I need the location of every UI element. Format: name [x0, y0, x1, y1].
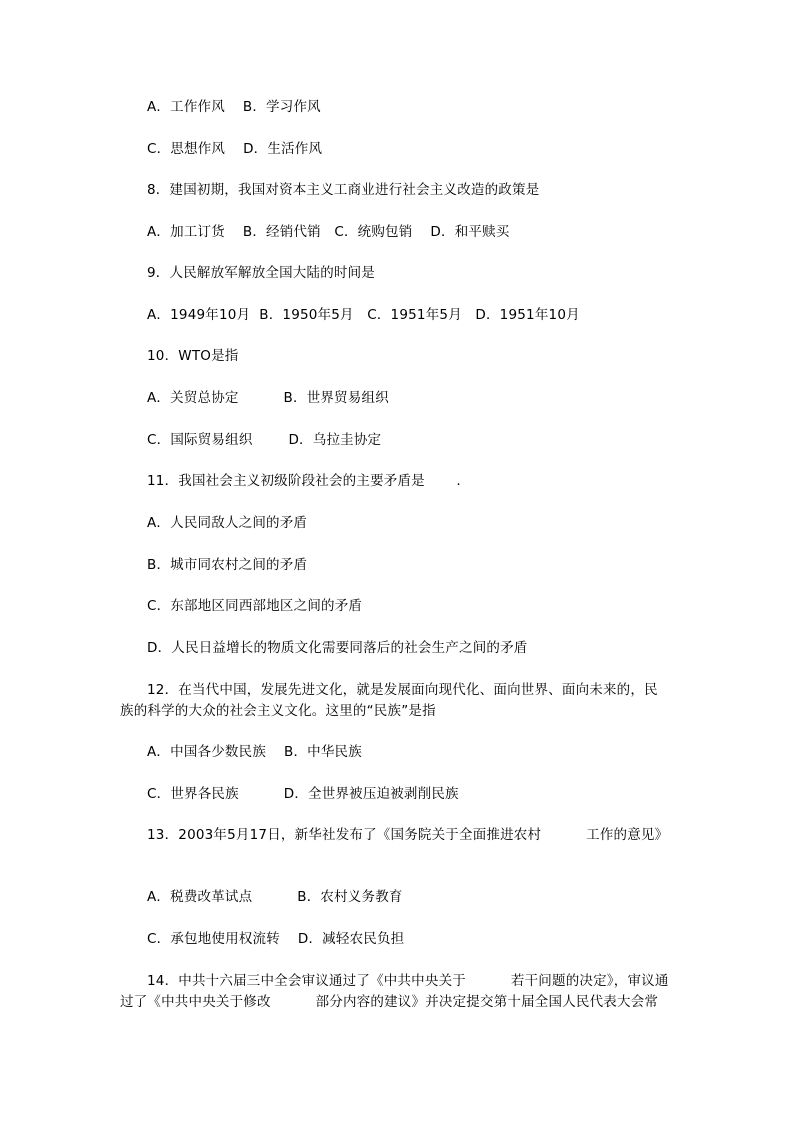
- q9-question: 9．人民解放军解放全国大陆的时间是: [147, 265, 375, 281]
- q11-question: 11．我国社会主义初级阶段社会的主要矛盾是 .: [147, 473, 461, 489]
- q12-question-line1: 12．在当代中国，发展先进文化，就是发展面向现代化、面向世界、面向未来的，民: [147, 682, 658, 698]
- q13-options-ab: A．税费改革试点 B．农村义务教育: [147, 889, 403, 905]
- q10-options-ab: A．关贸总协定 B．世界贸易组织: [147, 390, 389, 406]
- q7-options-ab: A．工作作风 B．学习作风: [147, 99, 321, 115]
- q13-question: 13．2003年5月17日，新华社发布了《国务院关于全面推进农村 工作的意见》: [147, 827, 669, 843]
- q11-option-b: B．城市同农村之间的矛盾: [147, 557, 308, 573]
- q13-options-cd: C．承包地使用权流转 D．减轻农民负担: [147, 931, 405, 947]
- q10-question: 10．WTO是指: [147, 348, 239, 364]
- q7-options-cd: C．思想作风 D．生活作风: [147, 141, 323, 157]
- q12-options-ab: A．中国各少数民族 B．中华民族: [147, 744, 362, 760]
- q14-question-line1: 14．中共十六届三中全会审议通过了《中共中央关于 若干问题的决定》，审议通: [147, 973, 669, 989]
- q12-question-line2: 族的科学的大众的社会主义文化。这里的“民族”是指: [120, 703, 436, 719]
- q14-question-line2: 过了《中共中央关于修改 部分内容的建议》并决定提交第十届全国人民代表大会常: [120, 994, 659, 1010]
- q9-options: A．1949年10月 B．1950年5月 C．1951年5月 D．1951年10月: [147, 307, 580, 323]
- q8-question: 8．建国初期，我国对资本主义工商业进行社会主义改造的政策是: [147, 182, 540, 198]
- q10-options-cd: C．国际贸易组织 D．乌拉圭协定: [147, 432, 382, 448]
- q11-option-c: C．东部地区同西部地区之间的矛盾: [147, 598, 363, 614]
- q11-option-a: A．人民同敌人之间的矛盾: [147, 515, 308, 531]
- q8-options: A．加工订货 B．经销代销 C．统购包销 D．和平赎买: [147, 224, 510, 240]
- q11-option-d: D．人民日益增长的物质文化需要同落后的社会生产之间的矛盾: [147, 640, 528, 656]
- q12-options-cd: C．世界各民族 D．全世界被压迫被剥削民族: [147, 786, 459, 802]
